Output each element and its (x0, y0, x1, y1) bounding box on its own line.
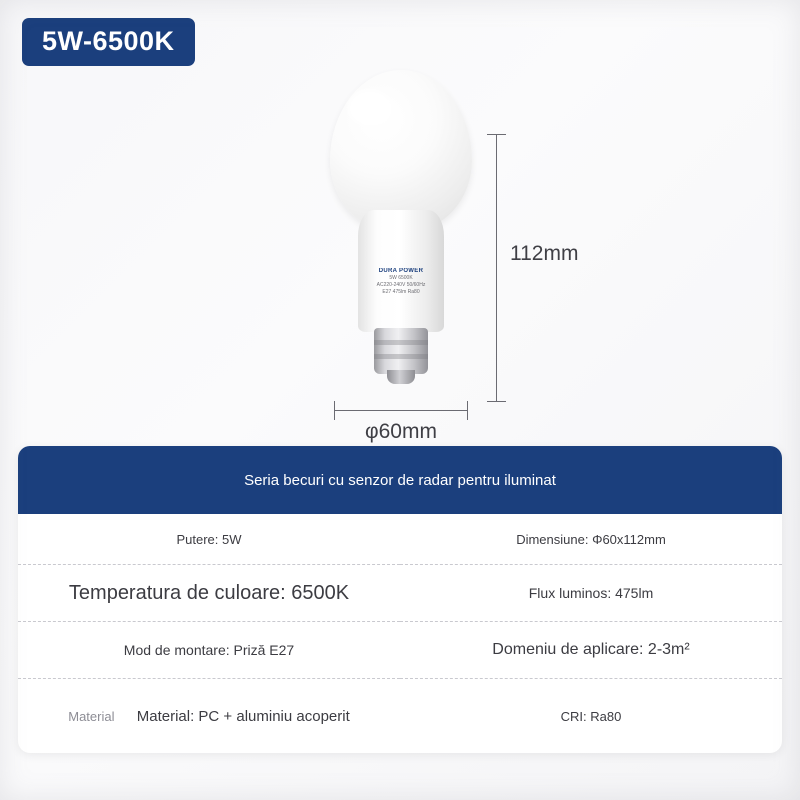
table-row (18, 514, 782, 565)
bulb-printed-label (370, 268, 432, 316)
spec-luminous-flux: Flux luminos: 475lm (400, 565, 782, 622)
bulb-label-line-2: AC220-240V 50/60Hz (376, 282, 426, 288)
spec-dimension: Dimensiune: Φ60x112mm (400, 514, 782, 565)
spec-card-header: Seria becuri cu senzor de radar pentru iluminat (18, 446, 782, 514)
bulb-illustration (0, 60, 800, 443)
spec-table (18, 514, 782, 753)
dimension-cap-bottom (487, 401, 506, 402)
spec-mounting: Mod de montare: Priză E27 (18, 622, 400, 679)
spec-application-area: Domeniu de aplicare: 2-3m² (400, 622, 782, 679)
bulb-glass (330, 70, 472, 232)
height-dimension-label: 112mm (510, 242, 579, 265)
table-row (18, 622, 782, 679)
led-bulb-image (330, 70, 472, 390)
diameter-dimension-line (334, 410, 468, 411)
height-dimension-line (496, 134, 497, 402)
spec-power: Putere: 5W (18, 514, 400, 565)
bulb-label-line-1: 5W 6500K (389, 275, 413, 281)
variant-badge: 5W-6500K (22, 18, 195, 66)
diameter-dimension-label: φ60mm (365, 420, 437, 443)
spec-cri: CRI: Ra80 (560, 708, 622, 724)
spec-material-title: Material (68, 708, 115, 724)
bulb-screw-base (374, 328, 428, 374)
table-row (18, 565, 782, 622)
bulb-base-tip (387, 370, 415, 384)
dimension-cap-right (467, 401, 468, 420)
table-row (18, 679, 782, 754)
spec-color-temperature: Temperatura de culoare: 6500K (18, 565, 400, 622)
bulb-label-line-3: E27 475lm Ra80 (382, 289, 420, 295)
spec-material-cell (18, 679, 400, 754)
bulb-brand-text: DURA POWER (378, 268, 424, 274)
dimension-cap-left (334, 401, 335, 420)
specification-card (18, 446, 782, 753)
dimension-cap-top (487, 134, 506, 135)
spec-material-value: Material: PC + aluminiu acoperit (136, 707, 350, 725)
